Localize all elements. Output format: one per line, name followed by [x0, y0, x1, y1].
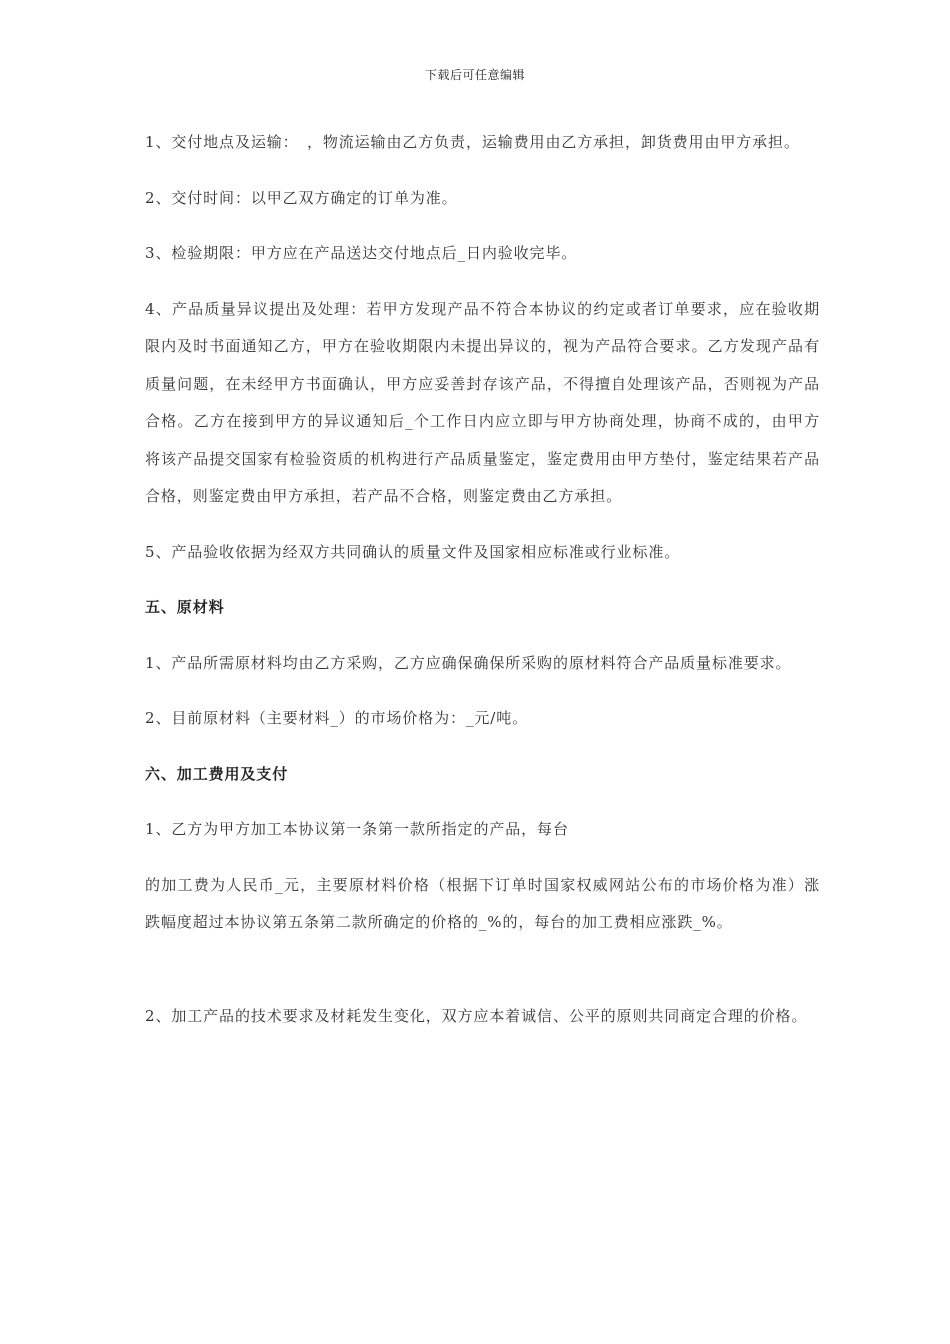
- section-heading-raw-materials: 五、原材料: [145, 598, 225, 616]
- clause-raw-material-price: 2、目前原材料（主要材料_）的市场价格为：_元/吨。: [145, 709, 528, 727]
- clause-acceptance-basis: 5、产品验收依据为经双方共同确认的质量文件及国家相应标准或行业标准。: [145, 542, 681, 561]
- page-header: 下载后可任意编辑: [424, 68, 525, 82]
- section-heading-processing-fees: 六、加工费用及支付: [145, 764, 289, 783]
- clause-delivery-time: 2、交付时间：以甲乙双方确定的订单为准。: [145, 188, 458, 207]
- clause-quality-objection: 4、产品质量异议提出及处理：若甲方发现产品不符合本协议的约定或者订单要求，应在验收期限内及时书面通知乙方，甲方在验收期限内未提出异议的，视为产品符合要求。乙方发现产品有质量问题，在未经甲方书面确认，甲方应妥善封存该产品，不得擅自处理该产品，否则视为产品合格。乙方在接到甲方的异议通知后_个工作日内应立即与甲方协商处理，协商不成的，由甲方将该产品提交国家有检验资质的机构进行产品质量鉴定，鉴定费用由甲方垫付，鉴定结果若产品合格，则鉴定费由甲方承担，若产品不合格，则鉴定费由乙方承担。: [145, 299, 820, 505]
- document-body: [145, 124, 820, 1035]
- clause-processing-fee-detail: 的加工费为人民币_元，主要原材料价格（根据下订单时国家权威网站公布的市场价格为准）涨跌幅度超过本协议第五条第二款所确定的价格的_%的，每台的加工费相应涨跌_%。: [145, 875, 820, 931]
- clause-delivery-location: 1、交付地点及运输： ，物流运输由乙方负责，运输费用由乙方承担，卸货费用由甲方承担。: [145, 133, 800, 151]
- clause-technical-requirements: 2、加工产品的技术要求及材耗发生变化，双方应本着诚信、公平的原则共同商定合理的价格。: [145, 1006, 808, 1025]
- clause-processing-fee-intro: 1、乙方为甲方加工本协议第一条第一款所指定的产品，每台: [145, 820, 569, 838]
- clause-inspection-period: 3、检验期限：甲方应在产品送达交付地点后_日内验收完毕。: [145, 244, 578, 262]
- clause-raw-material-procurement: 1、产品所需原材料均由乙方采购，乙方应确保确保所采购的原材料符合产品质量标准要求。: [145, 653, 792, 672]
